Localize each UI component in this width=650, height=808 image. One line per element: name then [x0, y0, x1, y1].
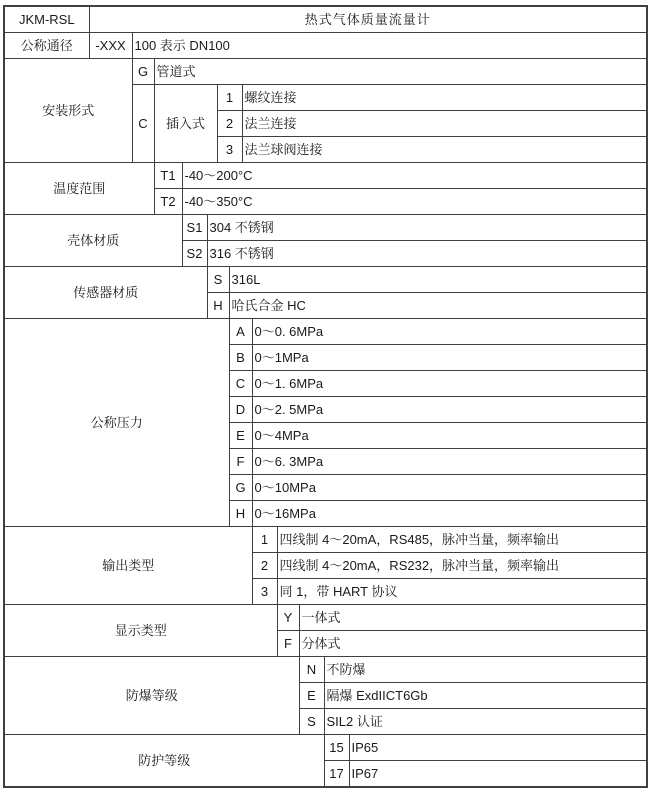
section-label-display-type: 显示类型 — [4, 605, 277, 657]
option-code: 3 — [217, 137, 242, 163]
option-code: A — [229, 319, 252, 345]
option-label: 隔爆 ExdIICT6Gb — [324, 683, 647, 709]
option-label: IP67 — [349, 761, 647, 788]
model-selection-table — [3, 5, 648, 788]
option-label: 同 1，带 HART 协议 — [277, 579, 647, 605]
option-code: F — [277, 631, 299, 657]
option-label: 分体式 — [299, 631, 647, 657]
option-label: 0～1MPa — [252, 345, 647, 371]
option-code: S2 — [182, 241, 207, 267]
nominal-diameter-code: -XXX — [89, 33, 132, 59]
section-label-nominal-pressure: 公称压力 — [4, 319, 229, 527]
option-code: T2 — [154, 189, 182, 215]
option-code: S — [207, 267, 229, 293]
option-label: 0～1. 6MPa — [252, 371, 647, 397]
option-code: 1 — [217, 85, 242, 111]
option-code: B — [229, 345, 252, 371]
model-code: JKM-RSL — [4, 6, 89, 33]
option-label: 0～6. 3MPa — [252, 449, 647, 475]
option-code: 2 — [252, 553, 277, 579]
section-label-output-type: 输出类型 — [4, 527, 252, 605]
option-label: 哈氏合金 HC — [229, 293, 647, 319]
option-code: E — [229, 423, 252, 449]
option-code: H — [229, 501, 252, 527]
option-label: -40～200°C — [182, 163, 647, 189]
option-code: 15 — [324, 735, 349, 761]
section-label-installation-type: 安装形式 — [4, 59, 132, 163]
product-title: 热式气体质量流量计 — [89, 6, 647, 33]
option-code: G — [229, 475, 252, 501]
option-label: 304 不锈钢 — [207, 215, 647, 241]
option-label: 插入式 — [154, 85, 217, 163]
section-label-sensor-material: 传感器材质 — [4, 267, 207, 319]
option-code: 2 — [217, 111, 242, 137]
option-label: 一体式 — [299, 605, 647, 631]
option-code: C — [132, 85, 154, 163]
option-label: 法兰球阀连接 — [242, 137, 647, 163]
option-label: 不防爆 — [324, 657, 647, 683]
section-label-housing-material: 壳体材质 — [4, 215, 182, 267]
option-code: C — [229, 371, 252, 397]
option-label: 316L — [229, 267, 647, 293]
option-label: SIL2 认证 — [324, 709, 647, 735]
option-code: F — [229, 449, 252, 475]
nominal-diameter-description: 100 表示 DN100 — [132, 33, 647, 59]
section-label-protection-rating: 防护等级 — [4, 735, 324, 788]
option-code: S — [299, 709, 324, 735]
option-code: N — [299, 657, 324, 683]
option-code: Y — [277, 605, 299, 631]
option-label: 管道式 — [154, 59, 647, 85]
option-label: IP65 — [349, 735, 647, 761]
option-label: 四线制 4～20mA，RS232，脉冲当量，频率输出 — [277, 553, 647, 579]
option-label: 0～0. 6MPa — [252, 319, 647, 345]
nominal-diameter-label: 公称通径 — [4, 33, 89, 59]
option-code: 17 — [324, 761, 349, 788]
option-code: G — [132, 59, 154, 85]
option-code: 3 — [252, 579, 277, 605]
option-label: -40～350°C — [182, 189, 647, 215]
option-label: 316 不锈钢 — [207, 241, 647, 267]
option-code: D — [229, 397, 252, 423]
section-label-temperature-range: 温度范围 — [4, 163, 154, 215]
option-label: 螺纹连接 — [242, 85, 647, 111]
option-code: 1 — [252, 527, 277, 553]
option-code: T1 — [154, 163, 182, 189]
option-code: E — [299, 683, 324, 709]
option-code: H — [207, 293, 229, 319]
option-code: S1 — [182, 215, 207, 241]
section-label-explosion-proof-rating: 防爆等级 — [4, 657, 299, 735]
option-label: 法兰连接 — [242, 111, 647, 137]
option-label: 0～16MPa — [252, 501, 647, 527]
option-label: 0～10MPa — [252, 475, 647, 501]
option-label: 0～2. 5MPa — [252, 397, 647, 423]
option-label: 0～4MPa — [252, 423, 647, 449]
option-label: 四线制 4～20mA，RS485，脉冲当量，频率输出 — [277, 527, 647, 553]
